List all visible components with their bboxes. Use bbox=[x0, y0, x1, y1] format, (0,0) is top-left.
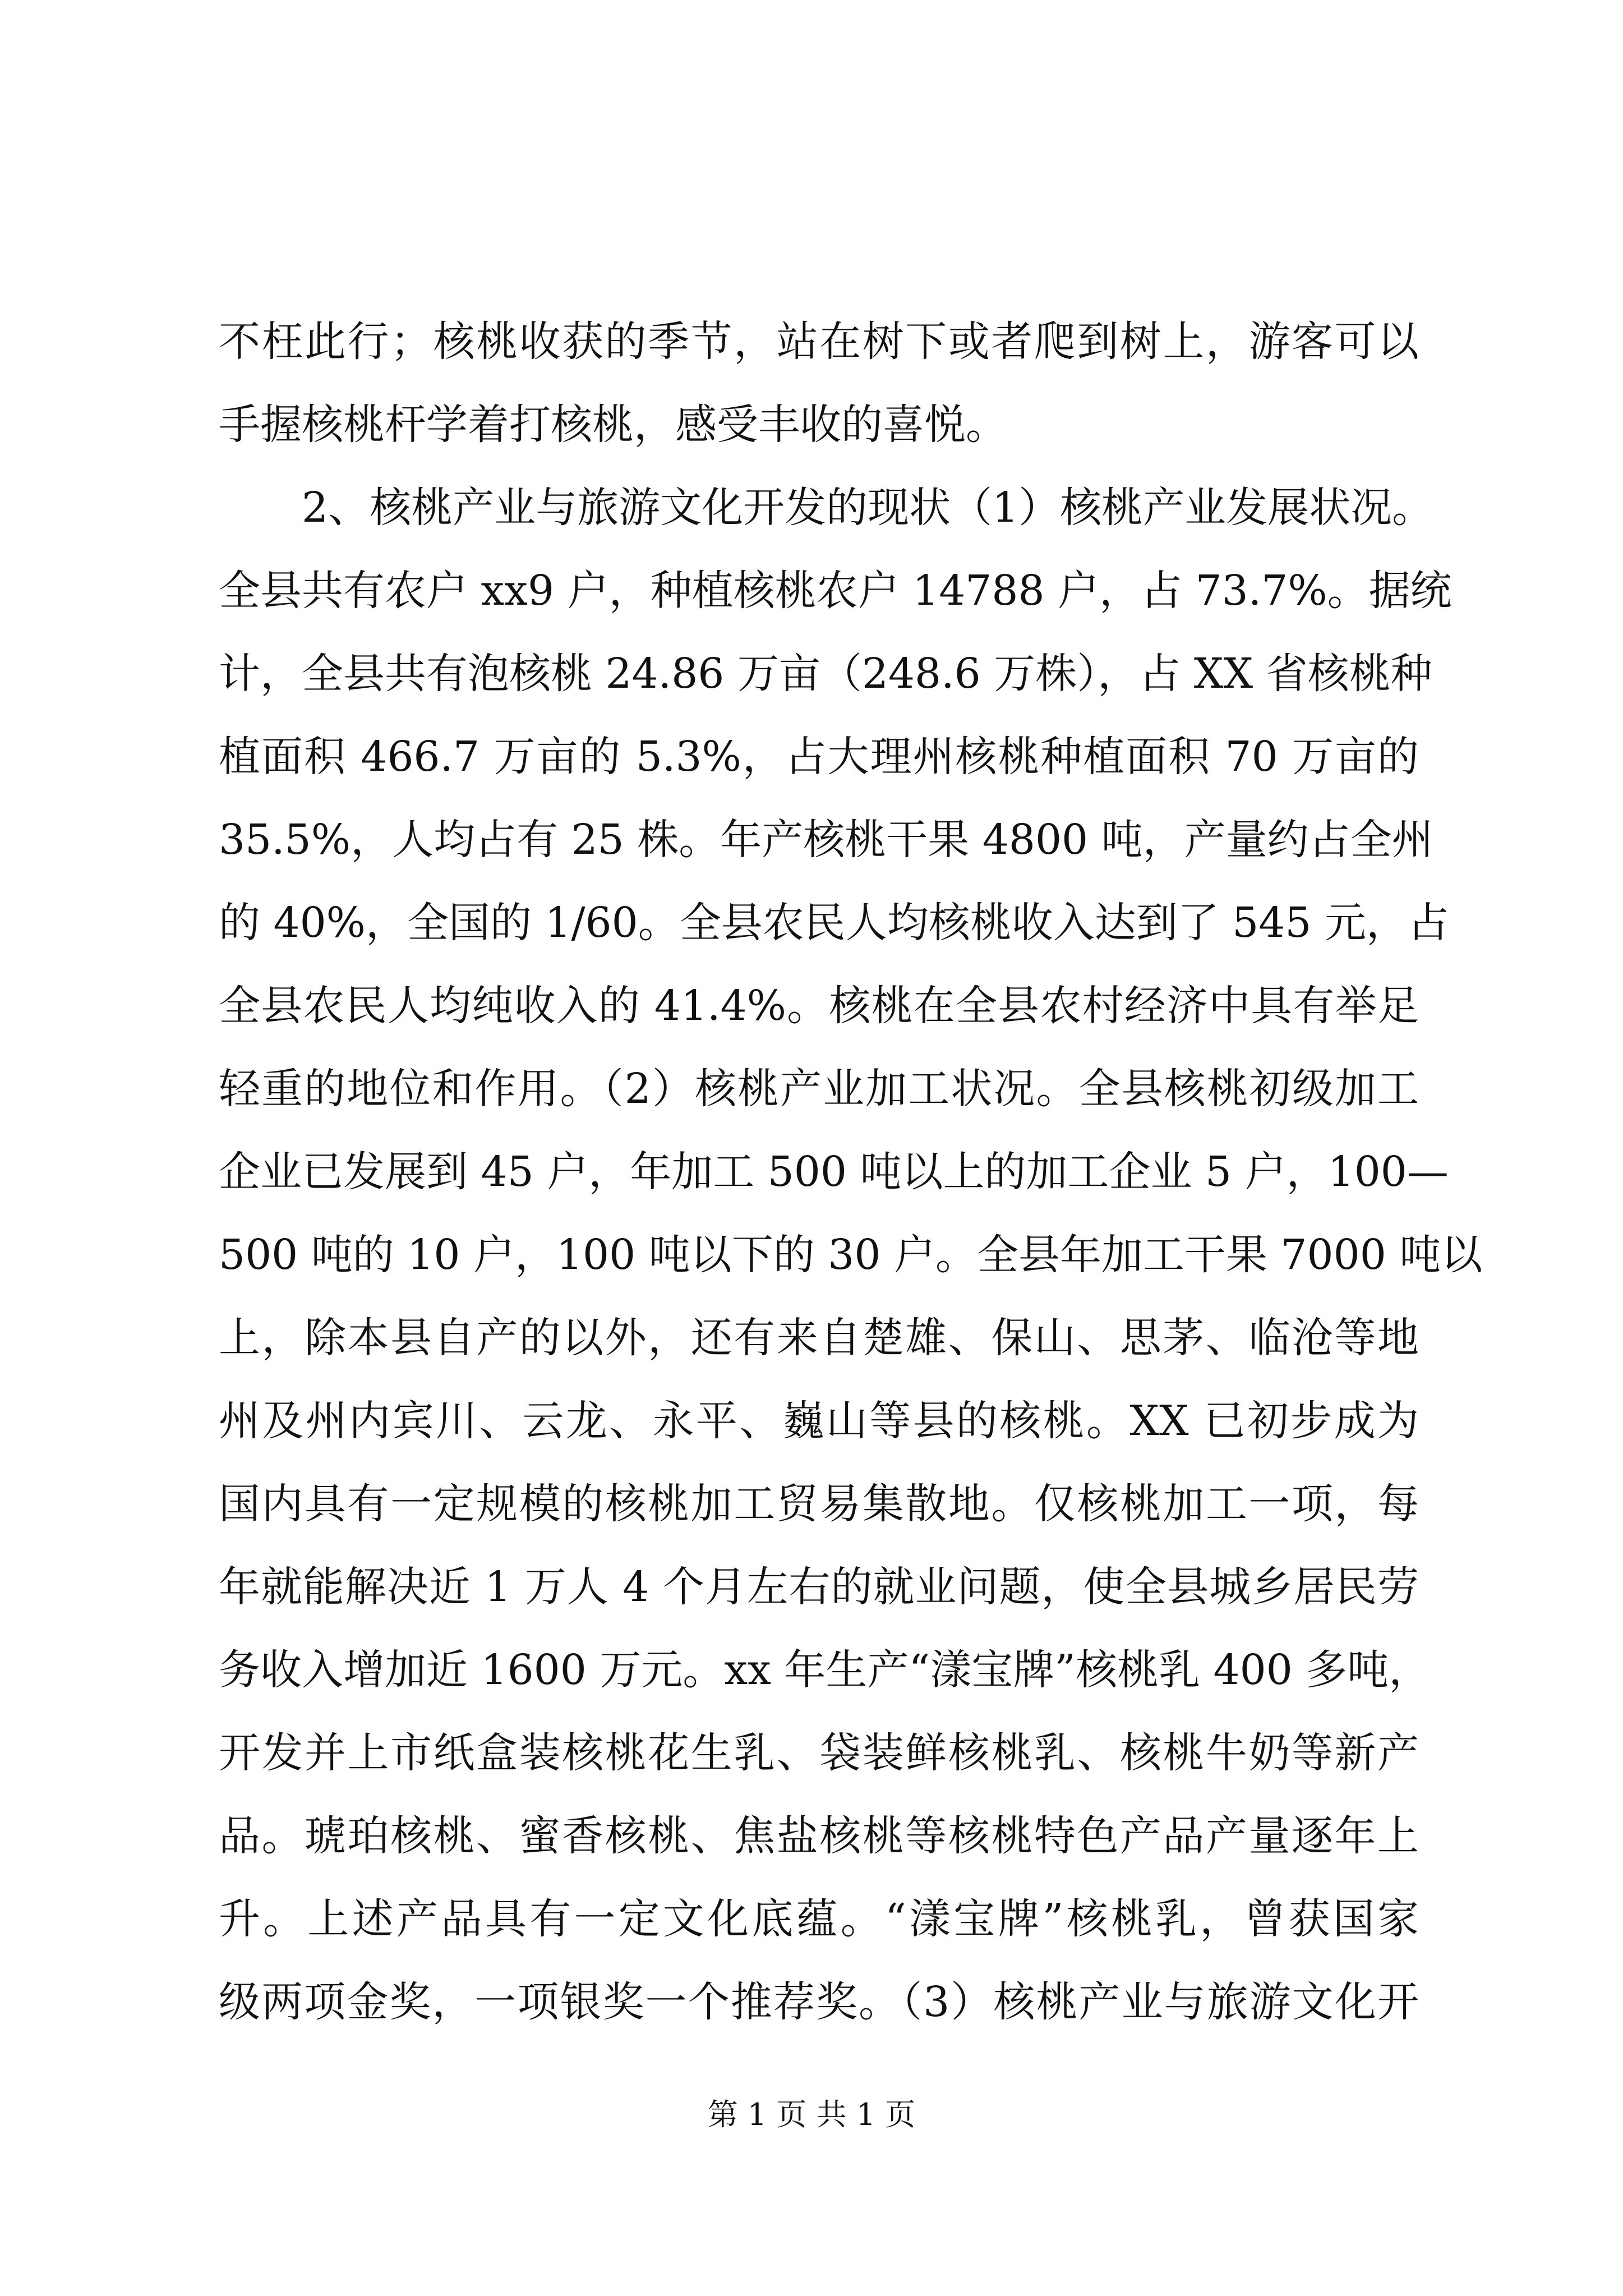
text-line: 植面积 466.7 万亩的 5.3%，占大理州核桃种植面积 70 万亩的 bbox=[219, 733, 1419, 781]
text-line: 企业已发展到 45 户，年加工 500 吨以上的加工企业 5 户，100— bbox=[219, 1148, 1449, 1196]
text-line: 务收入增加近 1600 万元。xx 年生产“漾宝牌”核桃乳 400 多吨， bbox=[219, 1646, 1431, 1694]
text-line: 计，全县共有泡核桃 24.86 万亩（248.6 万株），占 XX 省核桃种 bbox=[219, 650, 1432, 698]
text-line: 年就能解决近 1 万人 4 个月左右的就业问题，使全县城乡居民劳 bbox=[219, 1563, 1419, 1611]
text-line: 州及州内宾川、云龙、永平、巍山等县的核桃。XX 已初步成为 bbox=[219, 1397, 1419, 1445]
text-line: 全县农民人均纯收入的 41.4%。核桃在全县农村经济中具有举足 bbox=[219, 982, 1419, 1030]
text-line: 的 40%，全国的 1/60。全县农民人均核桃收入达到了 545 元，占 bbox=[219, 899, 1449, 947]
text-line: 升。上述产品具有一定文化底蕴。“漾宝牌”核桃乳，曾获国家 bbox=[219, 1895, 1419, 1943]
text-line: 35.5%，人均占有 25 株。年产核桃干果 4800 吨，产量约占全州 bbox=[219, 816, 1433, 864]
body-text bbox=[219, 300, 1483, 2044]
text-line: 国内具有一定规模的核桃加工贸易集散地。仅核桃加工一项，每 bbox=[219, 1480, 1419, 1528]
text-line: 不枉此行；核桃收获的季节，站在树下或者爬到树上，游客可以 bbox=[219, 318, 1419, 366]
text-line: 上，除本县自产的以外，还有来自楚雄、保山、思茅、临沧等地 bbox=[219, 1314, 1419, 1362]
text-line: 级两项金奖，一项银奖一个推荐奖。（3）核桃产业与旅游文化开 bbox=[219, 1978, 1419, 2026]
text-line: 品。琥珀核桃、蜜香核桃、焦盐核桃等核桃特色产品产量逐年上 bbox=[219, 1812, 1419, 1860]
paragraph-first-line: 2、核桃产业与旅游文化开发的现状（1）核桃产业发展状况。 bbox=[302, 484, 1434, 532]
text-line: 手握核桃杆学着打核桃，感受丰收的喜悦。 bbox=[219, 401, 1007, 449]
text-line: 开发并上市纸盒装核桃花生乳、袋装鲜核桃乳、核桃牛奶等新产 bbox=[219, 1729, 1419, 1777]
text-line: 500 吨的 10 户，100 吨以下的 30 户。全县年加工干果 7000 吨以 bbox=[219, 1231, 1483, 1279]
page-footer: 第 1 页 共 1 页 bbox=[707, 2097, 916, 2132]
text-line: 轻重的地位和作用。（2）核桃产业加工状况。全县核桃初级加工 bbox=[219, 1065, 1419, 1113]
text-line: 全县共有农户 xx9 户，种植核桃农户 14788 户，占 73.7%。据统 bbox=[219, 567, 1452, 615]
